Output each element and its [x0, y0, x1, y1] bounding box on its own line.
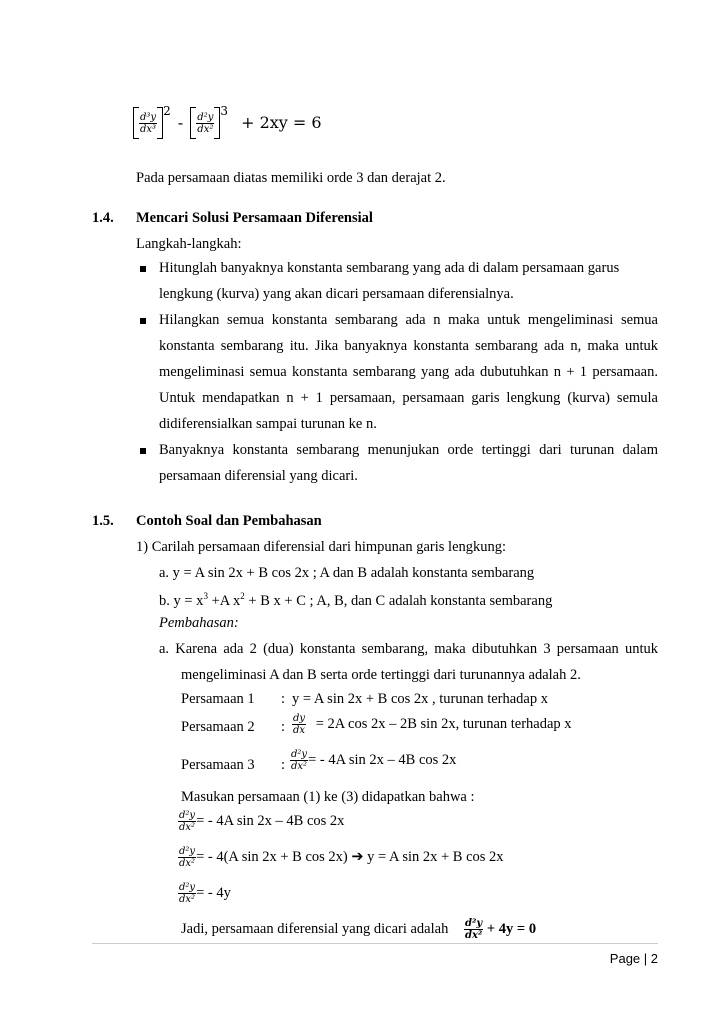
equation-2-text: $\frac{dy}{dx}$ = 2A cos 2x – 2B sin 2x, turunan terhadap x	[293, 713, 572, 736]
conclusion: Jadi, persamaan diferensial yang dicari adalah $\frac{\text{d²y}}{\text{dx²}}$ + 4y = 0	[181, 918, 537, 941]
bullet-icon	[140, 448, 146, 454]
equation-1-label: Persamaan 1	[181, 691, 255, 707]
result-line-3: $\frac{\text{d²y}}{\text{dx²}}$ = - 4y	[179, 882, 231, 905]
equation-3-colon: :	[281, 757, 286, 773]
equation-2-label: Persamaan 2	[181, 719, 255, 735]
steps-intro: Langkah-langkah:	[136, 236, 242, 252]
step-2-line: konstanta sembarang itu. Jika banyaknya konstanta sembarang ada n, maka untuk	[159, 338, 658, 354]
equation-order-degree: $\frac{\text{d³y}}{\text{dx³}}$ $^2$ - $\frac{\text{d²y}}{\text{dx²}}$ $^3$ + 2xy = 6	[133, 107, 322, 139]
result-line-2: $\frac{\text{d²y}}{\text{dx²}}$ = - 4(A sin 2x + B cos 2x) ➔ y = A sin 2x + B cos 2x	[179, 846, 504, 869]
section-number: 1.4.	[92, 210, 114, 226]
bullet-icon	[140, 266, 146, 272]
step-2-line: mengeliminasi semua konstanta sembarang yang ada dubutuhkan n + 1 persamaan.	[159, 364, 658, 380]
result-line-1: $\frac{\text{d²y}}{\text{dx²}}$ = - 4A sin 2x – 4B cos 2x	[179, 810, 345, 833]
order-degree-note: Pada persamaan diatas memiliki orde 3 dan derajat 2.	[136, 170, 446, 186]
section-number: 1.5.	[92, 513, 114, 529]
step-2-line: didiferensialkan sampai turunan ke n.	[159, 416, 377, 432]
step-1-line: Hitunglah banyaknya konstanta sembarang yang ada di dalam persamaan garus	[159, 260, 620, 276]
substitution-note: Masukan persamaan (1) ke (3) didapatkan bahwa :	[181, 789, 475, 805]
question-1: 1) Carilah persamaan diferensial dari himpunan garis lengkung:	[136, 539, 507, 555]
bullet-icon	[140, 318, 146, 324]
arrow-icon: ➔	[351, 848, 364, 865]
question-1b: b. $y = x^3 +A$ $x^2 + B$ x + C ; A, B, dan C adalah konstanta sembarang	[159, 591, 553, 609]
step-1-line: lengkung (kurva) yang akan dicari persamaan diferensialnya.	[159, 286, 514, 302]
equation-2-colon: :	[281, 719, 286, 735]
section-heading: Mencari Solusi Persamaan Diferensial	[136, 210, 373, 226]
section-heading: Contoh Soal dan Pembahasan	[136, 513, 322, 529]
step-2-line: Untuk mendapatkan n + 1 persamaan, persamaan garis lengkung (kurva) semula	[159, 390, 658, 406]
equation-3-label: Persamaan 3	[181, 757, 255, 773]
footer-divider	[92, 943, 658, 944]
answer-a-line: mengeliminasi A dan B serta orde tertinggi dari turunannya adalah 2.	[181, 667, 581, 683]
equation-3-text: $\frac{\text{d²y}}{\text{dx²}}$ = - 4A sin 2x – 4B cos 2x	[291, 749, 457, 772]
equation-1-colon: :	[281, 691, 286, 707]
step-3-line: Banyaknya konstanta sembarang menunjukan orde tertinggi dari turunan dalam	[159, 442, 658, 458]
page-number: Page | 2	[609, 951, 658, 966]
question-1a: a. y = A sin 2x + B cos 2x ; A dan B adalah konstanta sembarang	[159, 565, 535, 581]
step-3-line: persamaan diferensial yang dicari.	[159, 468, 358, 484]
step-2-line: Hilangkan semua konstanta sembarang ada n maka untuk mengeliminasi semua	[159, 312, 658, 328]
answer-a-line: a. Karena ada 2 (dua) konstanta sembarang, maka dibutuhkan 3 persamaan untuk	[159, 641, 658, 657]
equation-1-text: y = A sin 2x + B cos 2x , turunan terhadap x	[292, 691, 548, 707]
discussion-label: Pembahasan:	[159, 615, 239, 631]
